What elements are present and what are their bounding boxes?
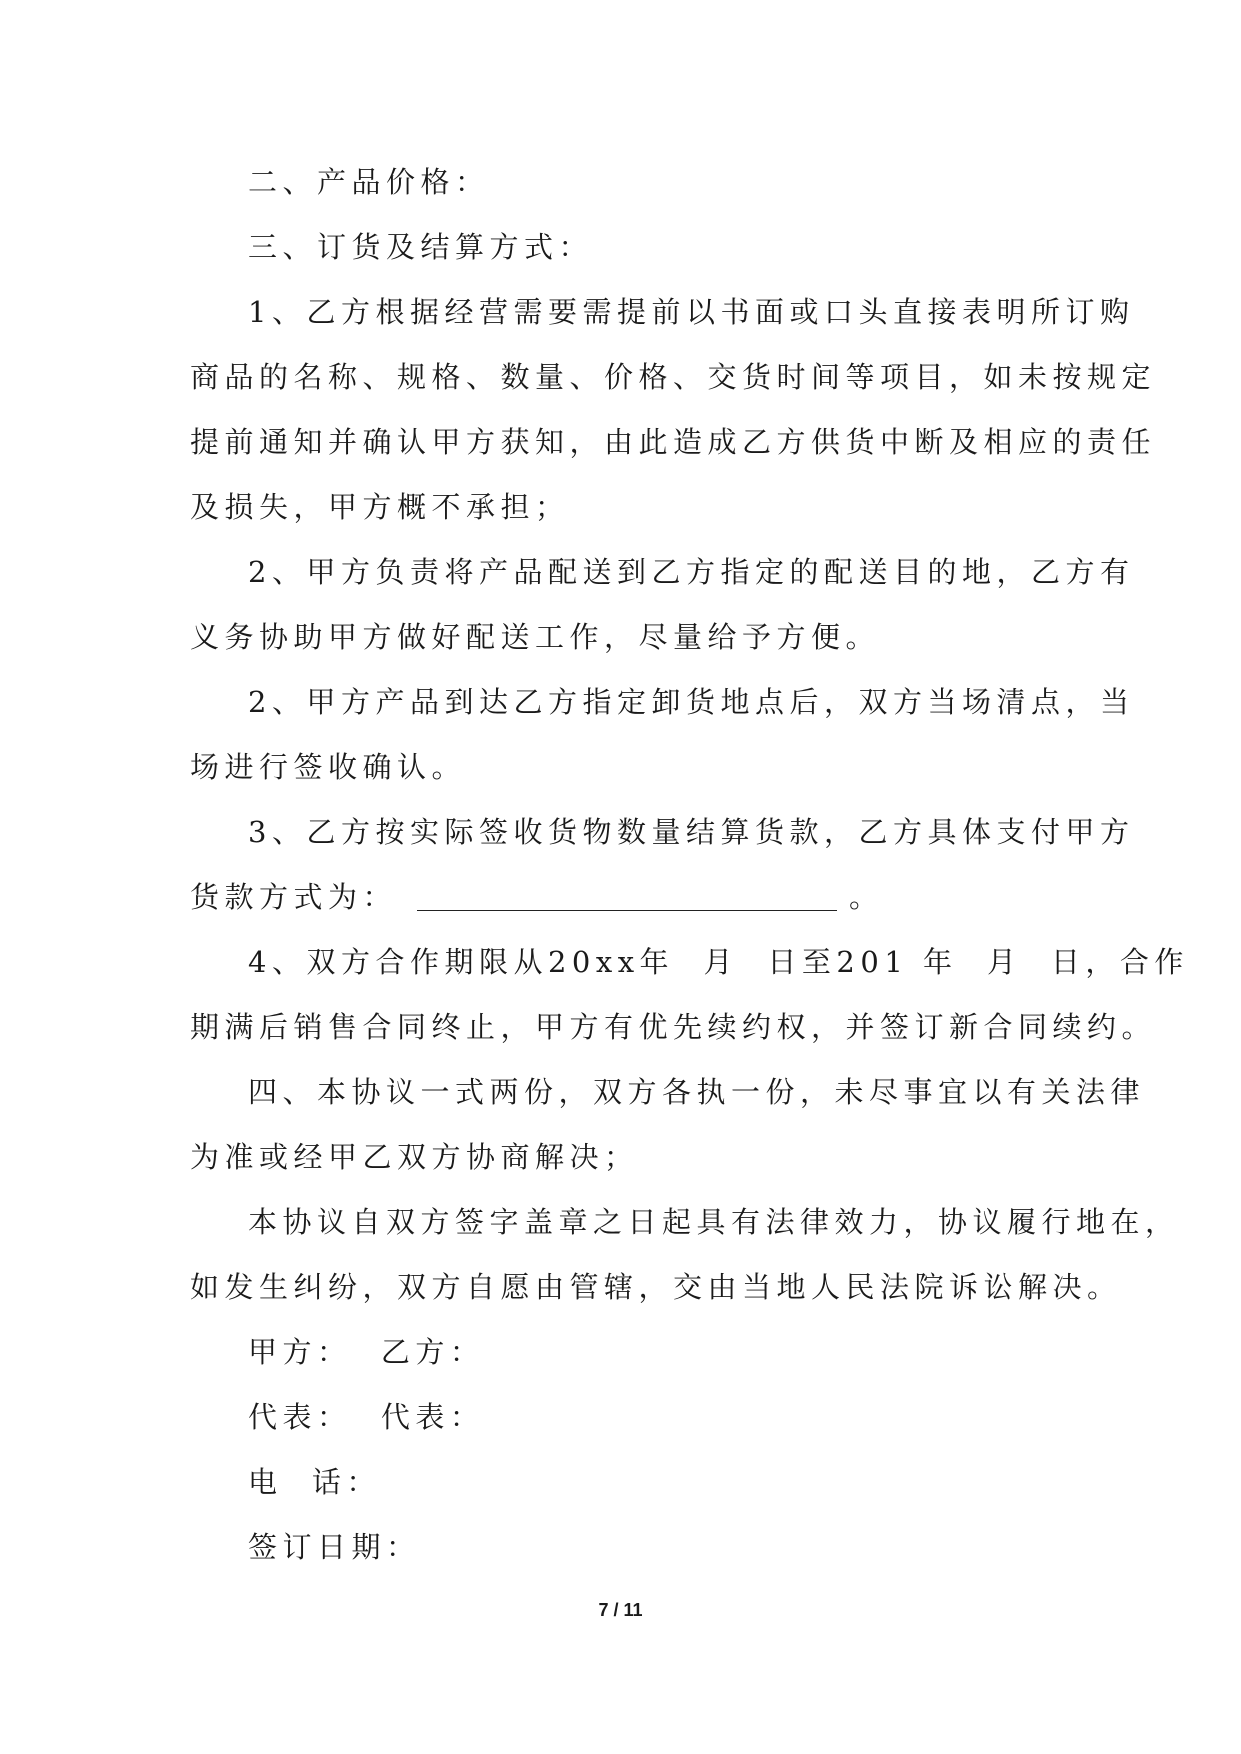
text-line: 三、订货及结算方式： [248,230,594,264]
text-line: 四、本协议一式两份，双方各执一份，未尽事宜以有关法律 [248,1075,1146,1109]
text-line: 代表： 代表： [248,1400,485,1434]
payment-method-end: 。 [849,880,884,914]
text-line: 3、乙方按实际签收货物数量结算货款，乙方具体支付甲方 [248,815,1135,849]
text-line: 电 话： [248,1465,381,1499]
text-line: 二、产品价格： [248,165,490,199]
text-line: 甲方： 乙方： [248,1335,485,1369]
text-line: 及损失，甲方概不承担； [190,490,570,524]
signature-date-line [190,1515,1060,1580]
signature-representative-line [190,1385,1060,1450]
clause-receipt [190,670,1135,800]
text-line: 签订日期： [248,1530,421,1564]
section-order-settlement-heading [190,215,1060,280]
clause-effectiveness [190,1190,1180,1320]
section-copies [190,1060,1146,1190]
document-body [190,150,1189,1580]
signature-party-line [190,1320,1060,1385]
text-line: 1、乙方根据经营需要需提前以书面或口头直接表明所订购 [248,295,1135,329]
text-line: 如发生纠纷，双方自愿由管辖，交由当地人民法院诉讼解决。 [190,1270,1122,1304]
text-line: 商品的名称、规格、数量、价格、交货时间等项目，如未按规定 [190,360,1157,394]
text-line: 场进行签收确认。 [190,750,467,784]
text-line: 为准或经甲乙双方协商解决； [190,1140,639,1174]
payment-method-label: 货款方式为： [190,880,398,914]
text-line: 2、甲方负责将产品配送到乙方指定的配送目的地，乙方有 [248,555,1135,589]
text-line: 2、甲方产品到达乙方指定卸货地点后，双方当场清点，当 [248,685,1135,719]
payment-method-blank [417,882,837,911]
clause-term [190,930,1189,1060]
payment-method-line [132,865,1060,930]
section-price-heading [190,150,1060,215]
text-line: 期满后销售合同终止，甲方有优先续约权，并签订新合同续约。 [190,1010,1157,1044]
text-line: 义务协助甲方做好配送工作，尽量给予方便。 [190,620,881,654]
clause-payment [190,800,1135,930]
text-line: 4、双方合作期限从20xx年 月 日至201 年 月 日，合作 [248,945,1189,979]
clause-ordering [190,280,1157,540]
page-number: 7 / 11 [598,1600,643,1620]
text-line: 提前通知并确认甲方获知，由此造成乙方供货中断及相应的责任 [190,425,1157,459]
text-line: 本协议自双方签字盖章之日起具有法律效力，协议履行地在， [248,1205,1180,1239]
signature-phone-line [190,1450,1060,1515]
clause-delivery [190,540,1135,670]
